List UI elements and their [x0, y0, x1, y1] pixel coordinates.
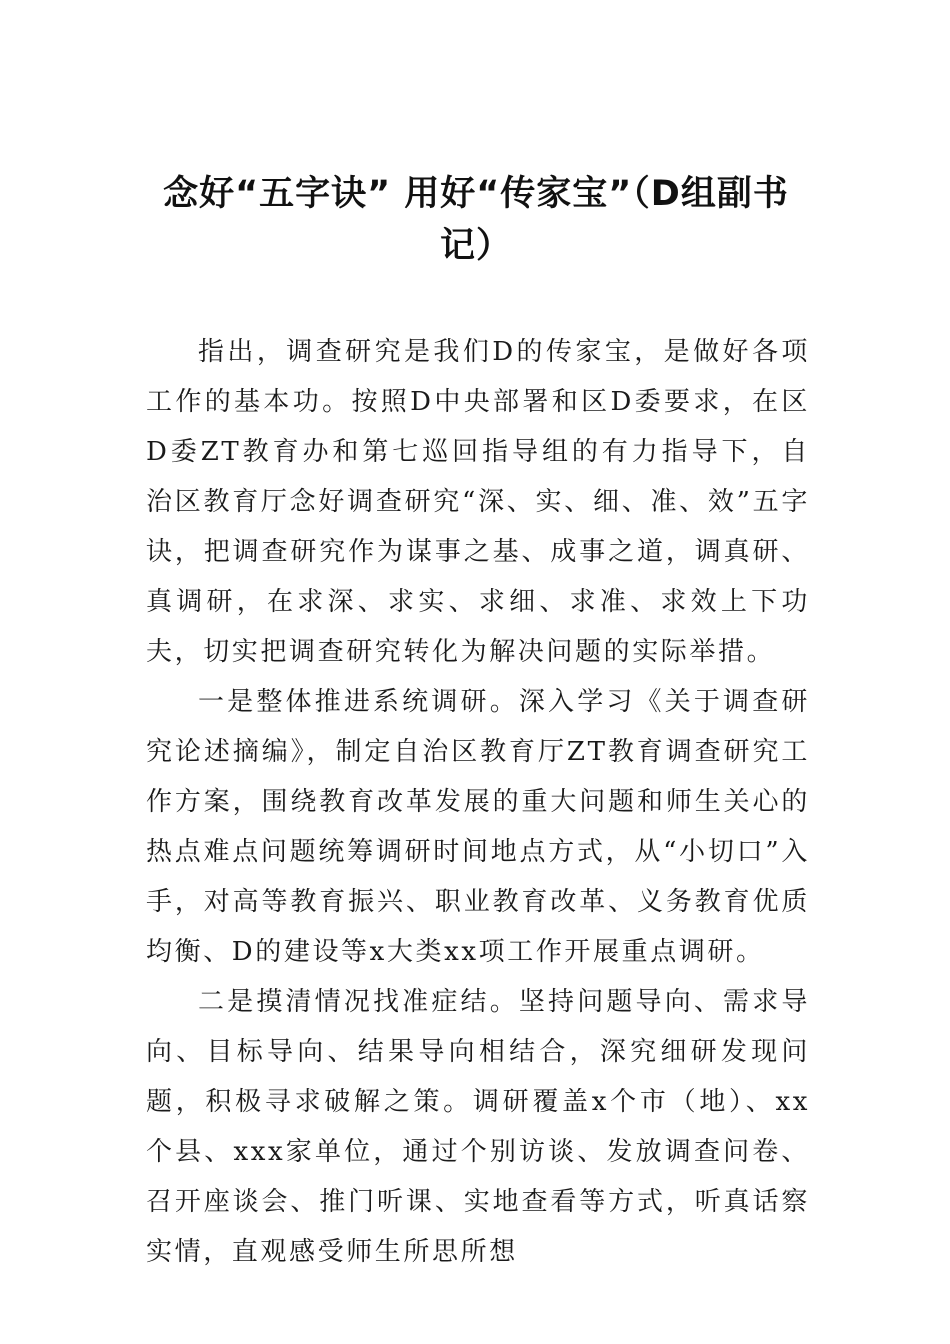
paragraph-point-one: 一是整体推进系统调研。深入学习《关于调查研究论述摘编》，制定自治区教育厅ZT教育调查研究工作方案，围绕教育改革发展的重大问题和师生关心的热点难点问题统筹调研时间地点方式，从“小切口”入手，对高等教育振兴、职业教育改革、义务教育优质均衡、D的建设等x大类xx项工作开展重点调研。 [146, 687, 810, 967]
paragraph-point-two: 二是摸清情况找准症结。坚持问题导向、需求导向、目标导向、结果导向相结合，深究细研发现问题，积极寻求破解之策。调研覆盖x个市（地）、xx个县、xxx家单位，通过个别访谈、发放调查问卷、召开座谈会、推门听课、实地查看等方式，听真话察实情，直观感受师生所思所想 [146, 987, 810, 1267]
document-title: 念好“五字诀” 用好“传家宝”（D组副书记） [163, 174, 789, 266]
paragraph-intro: 指出，调查研究是我们D的传家宝，是做好各项工作的基本功。按照D中央部署和区D委要求，在区D委ZT教育办和第七巡回指导组的有力指导下，自治区教育厅念好调查研究“深、实、细、准、效”五字诀，把调查研究作为谋事之基、成事之道，调真研、真调研，在求深、求实、求细、求准、求效上下功夫，切实把调查研究转化为解决问题的实际举措。 [146, 337, 810, 667]
document-body [146, 327, 810, 1277]
